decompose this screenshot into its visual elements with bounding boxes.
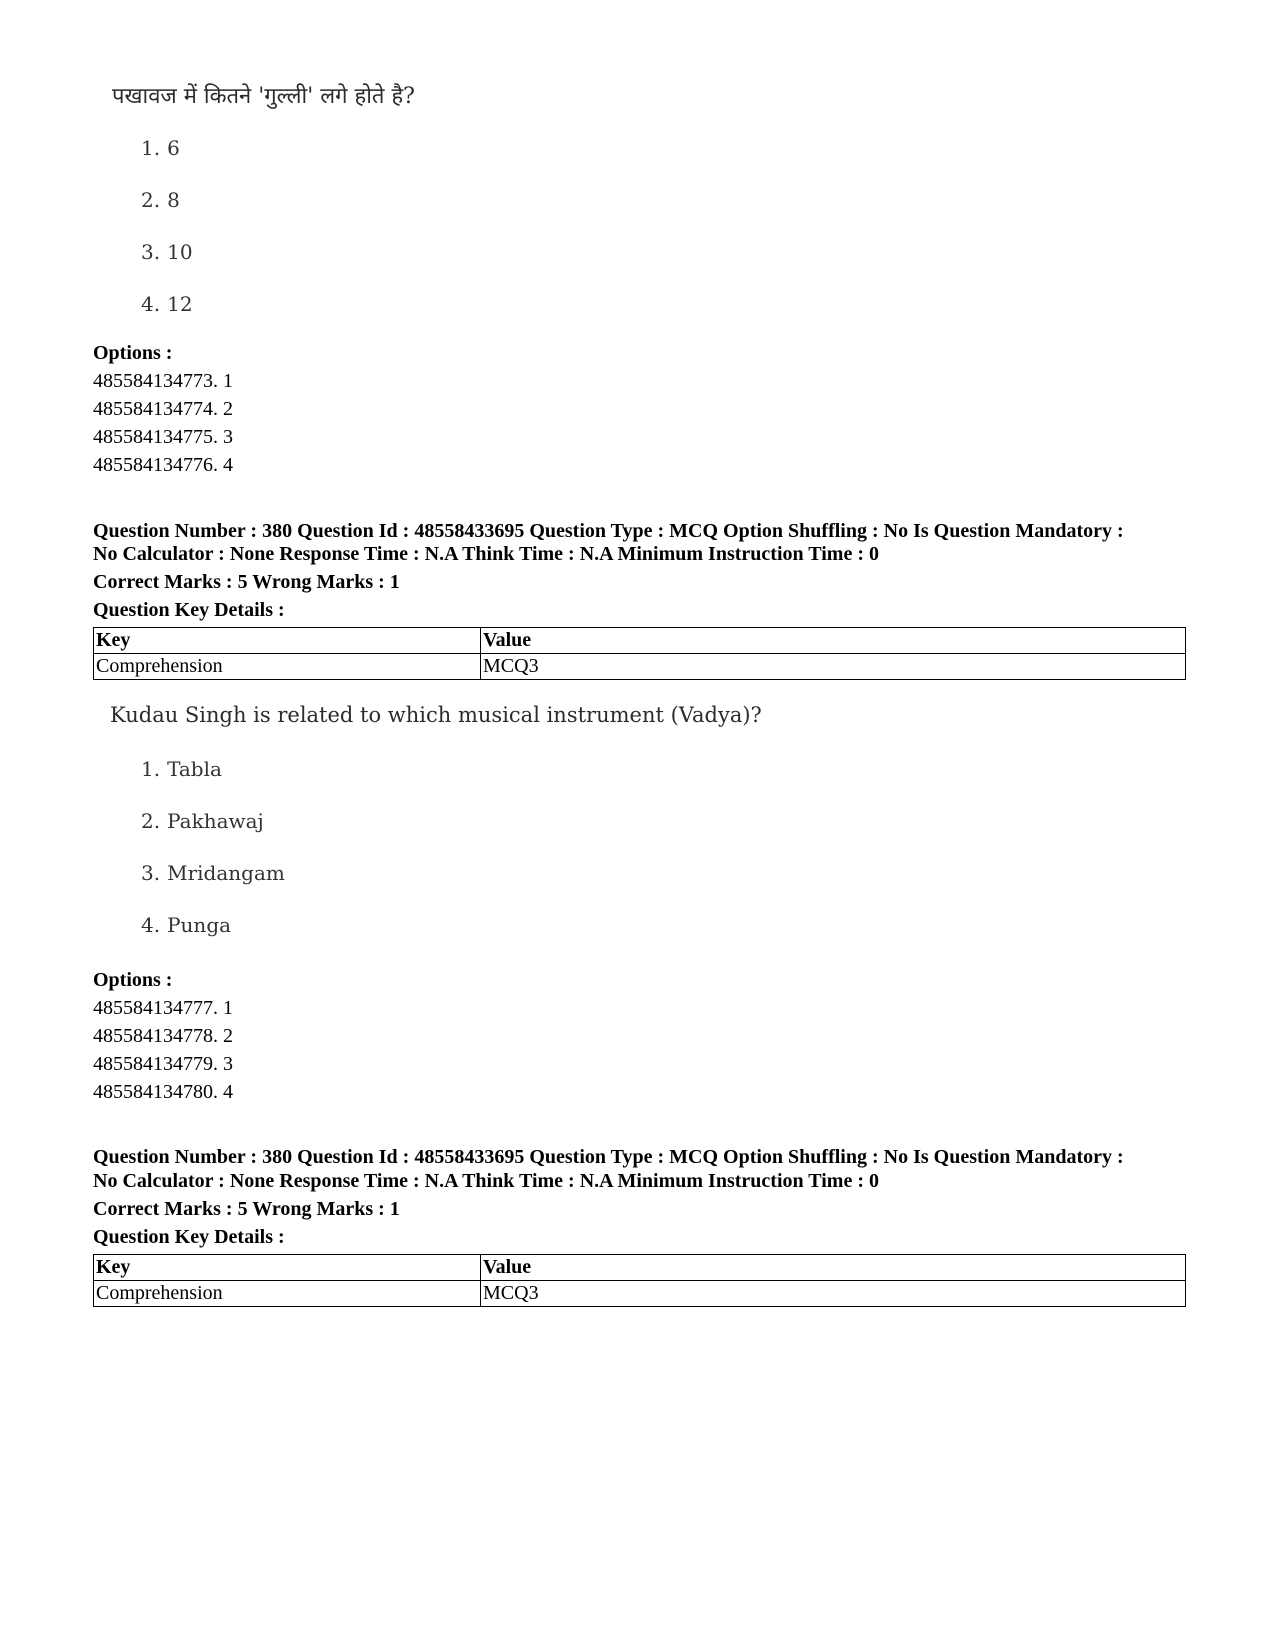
question-b-option-4 bbox=[141, 913, 231, 937]
header-key: Key bbox=[94, 1255, 481, 1281]
meta-line-2: No Calculator : None Response Time : N.A Think Time : N.A Minimum Instruction Time : 0 bbox=[93, 543, 879, 565]
row-value: MCQ3 bbox=[481, 654, 1186, 680]
header-key: Key bbox=[94, 628, 481, 654]
row-key: Comprehension bbox=[94, 654, 481, 680]
question-a-option-4 bbox=[141, 292, 193, 316]
option-number: 3. bbox=[141, 861, 161, 885]
option-id-line: 485584134779. 3 bbox=[93, 1053, 233, 1075]
key-details-heading: Question Key Details : bbox=[93, 1226, 285, 1248]
meta-line-1: Question Number : 380 Question Id : 48558433695 Question Type : MCQ Option Shuffling : No Is Question Mandatory : bbox=[93, 520, 1124, 542]
options-heading: Options : bbox=[93, 969, 173, 991]
option-label: Pakhawaj bbox=[167, 809, 264, 833]
key-details-heading: Question Key Details : bbox=[93, 599, 285, 621]
option-id-line: 485584134775. 3 bbox=[93, 426, 233, 448]
option-id-line: 485584134777. 1 bbox=[93, 997, 233, 1019]
question-b-option-2 bbox=[141, 809, 264, 833]
option-id-line: 485584134778. 2 bbox=[93, 1025, 233, 1047]
option-number: 4. bbox=[141, 292, 161, 316]
option-number: 4. bbox=[141, 913, 161, 937]
options-heading: Options : bbox=[93, 342, 173, 364]
header-value: Value bbox=[481, 628, 1186, 654]
option-number: 1. bbox=[141, 136, 161, 160]
option-id-line: 485584134774. 2 bbox=[93, 398, 233, 420]
meta-line-1: Question Number : 380 Question Id : 48558433695 Question Type : MCQ Option Shuffling : No Is Question Mandatory : bbox=[93, 1146, 1124, 1168]
option-number: 1. bbox=[141, 757, 161, 781]
table-header-row bbox=[94, 628, 1186, 654]
marks-line: Correct Marks : 5 Wrong Marks : 1 bbox=[93, 1198, 400, 1220]
key-details-table bbox=[93, 627, 1186, 680]
question-a-option-3 bbox=[141, 240, 193, 264]
table-row bbox=[94, 1281, 1186, 1307]
question-b-option-1 bbox=[141, 757, 222, 781]
key-details-table bbox=[93, 1254, 1186, 1307]
option-number: 2. bbox=[141, 188, 161, 212]
question-a-option-2 bbox=[141, 188, 180, 212]
option-id-line: 485584134780. 4 bbox=[93, 1081, 233, 1103]
option-label: 12 bbox=[167, 292, 193, 316]
row-key: Comprehension bbox=[94, 1281, 481, 1307]
option-number: 3. bbox=[141, 240, 161, 264]
option-label: Mridangam bbox=[167, 861, 285, 885]
option-label: 8 bbox=[167, 188, 180, 212]
marks-line: Correct Marks : 5 Wrong Marks : 1 bbox=[93, 571, 400, 593]
question-b-option-3 bbox=[141, 861, 285, 885]
table-header-row bbox=[94, 1255, 1186, 1281]
question-a-text: पखावज में कितने 'गुल्ली' लगे होते है? bbox=[112, 84, 415, 109]
option-label: Punga bbox=[167, 913, 232, 937]
header-value: Value bbox=[481, 1255, 1186, 1281]
option-number: 2. bbox=[141, 809, 161, 833]
option-id-line: 485584134776. 4 bbox=[93, 454, 233, 476]
option-label: Tabla bbox=[167, 757, 222, 781]
option-label: 10 bbox=[167, 240, 193, 264]
option-label: 6 bbox=[167, 136, 180, 160]
meta-line-2: No Calculator : None Response Time : N.A Think Time : N.A Minimum Instruction Time : 0 bbox=[93, 1170, 879, 1192]
question-a-option-1 bbox=[141, 136, 180, 160]
option-id-line: 485584134773. 1 bbox=[93, 370, 233, 392]
question-b-text: Kudau Singh is related to which musical instrument (Vadya)? bbox=[110, 703, 762, 727]
table-row bbox=[94, 654, 1186, 680]
row-value: MCQ3 bbox=[481, 1281, 1186, 1307]
